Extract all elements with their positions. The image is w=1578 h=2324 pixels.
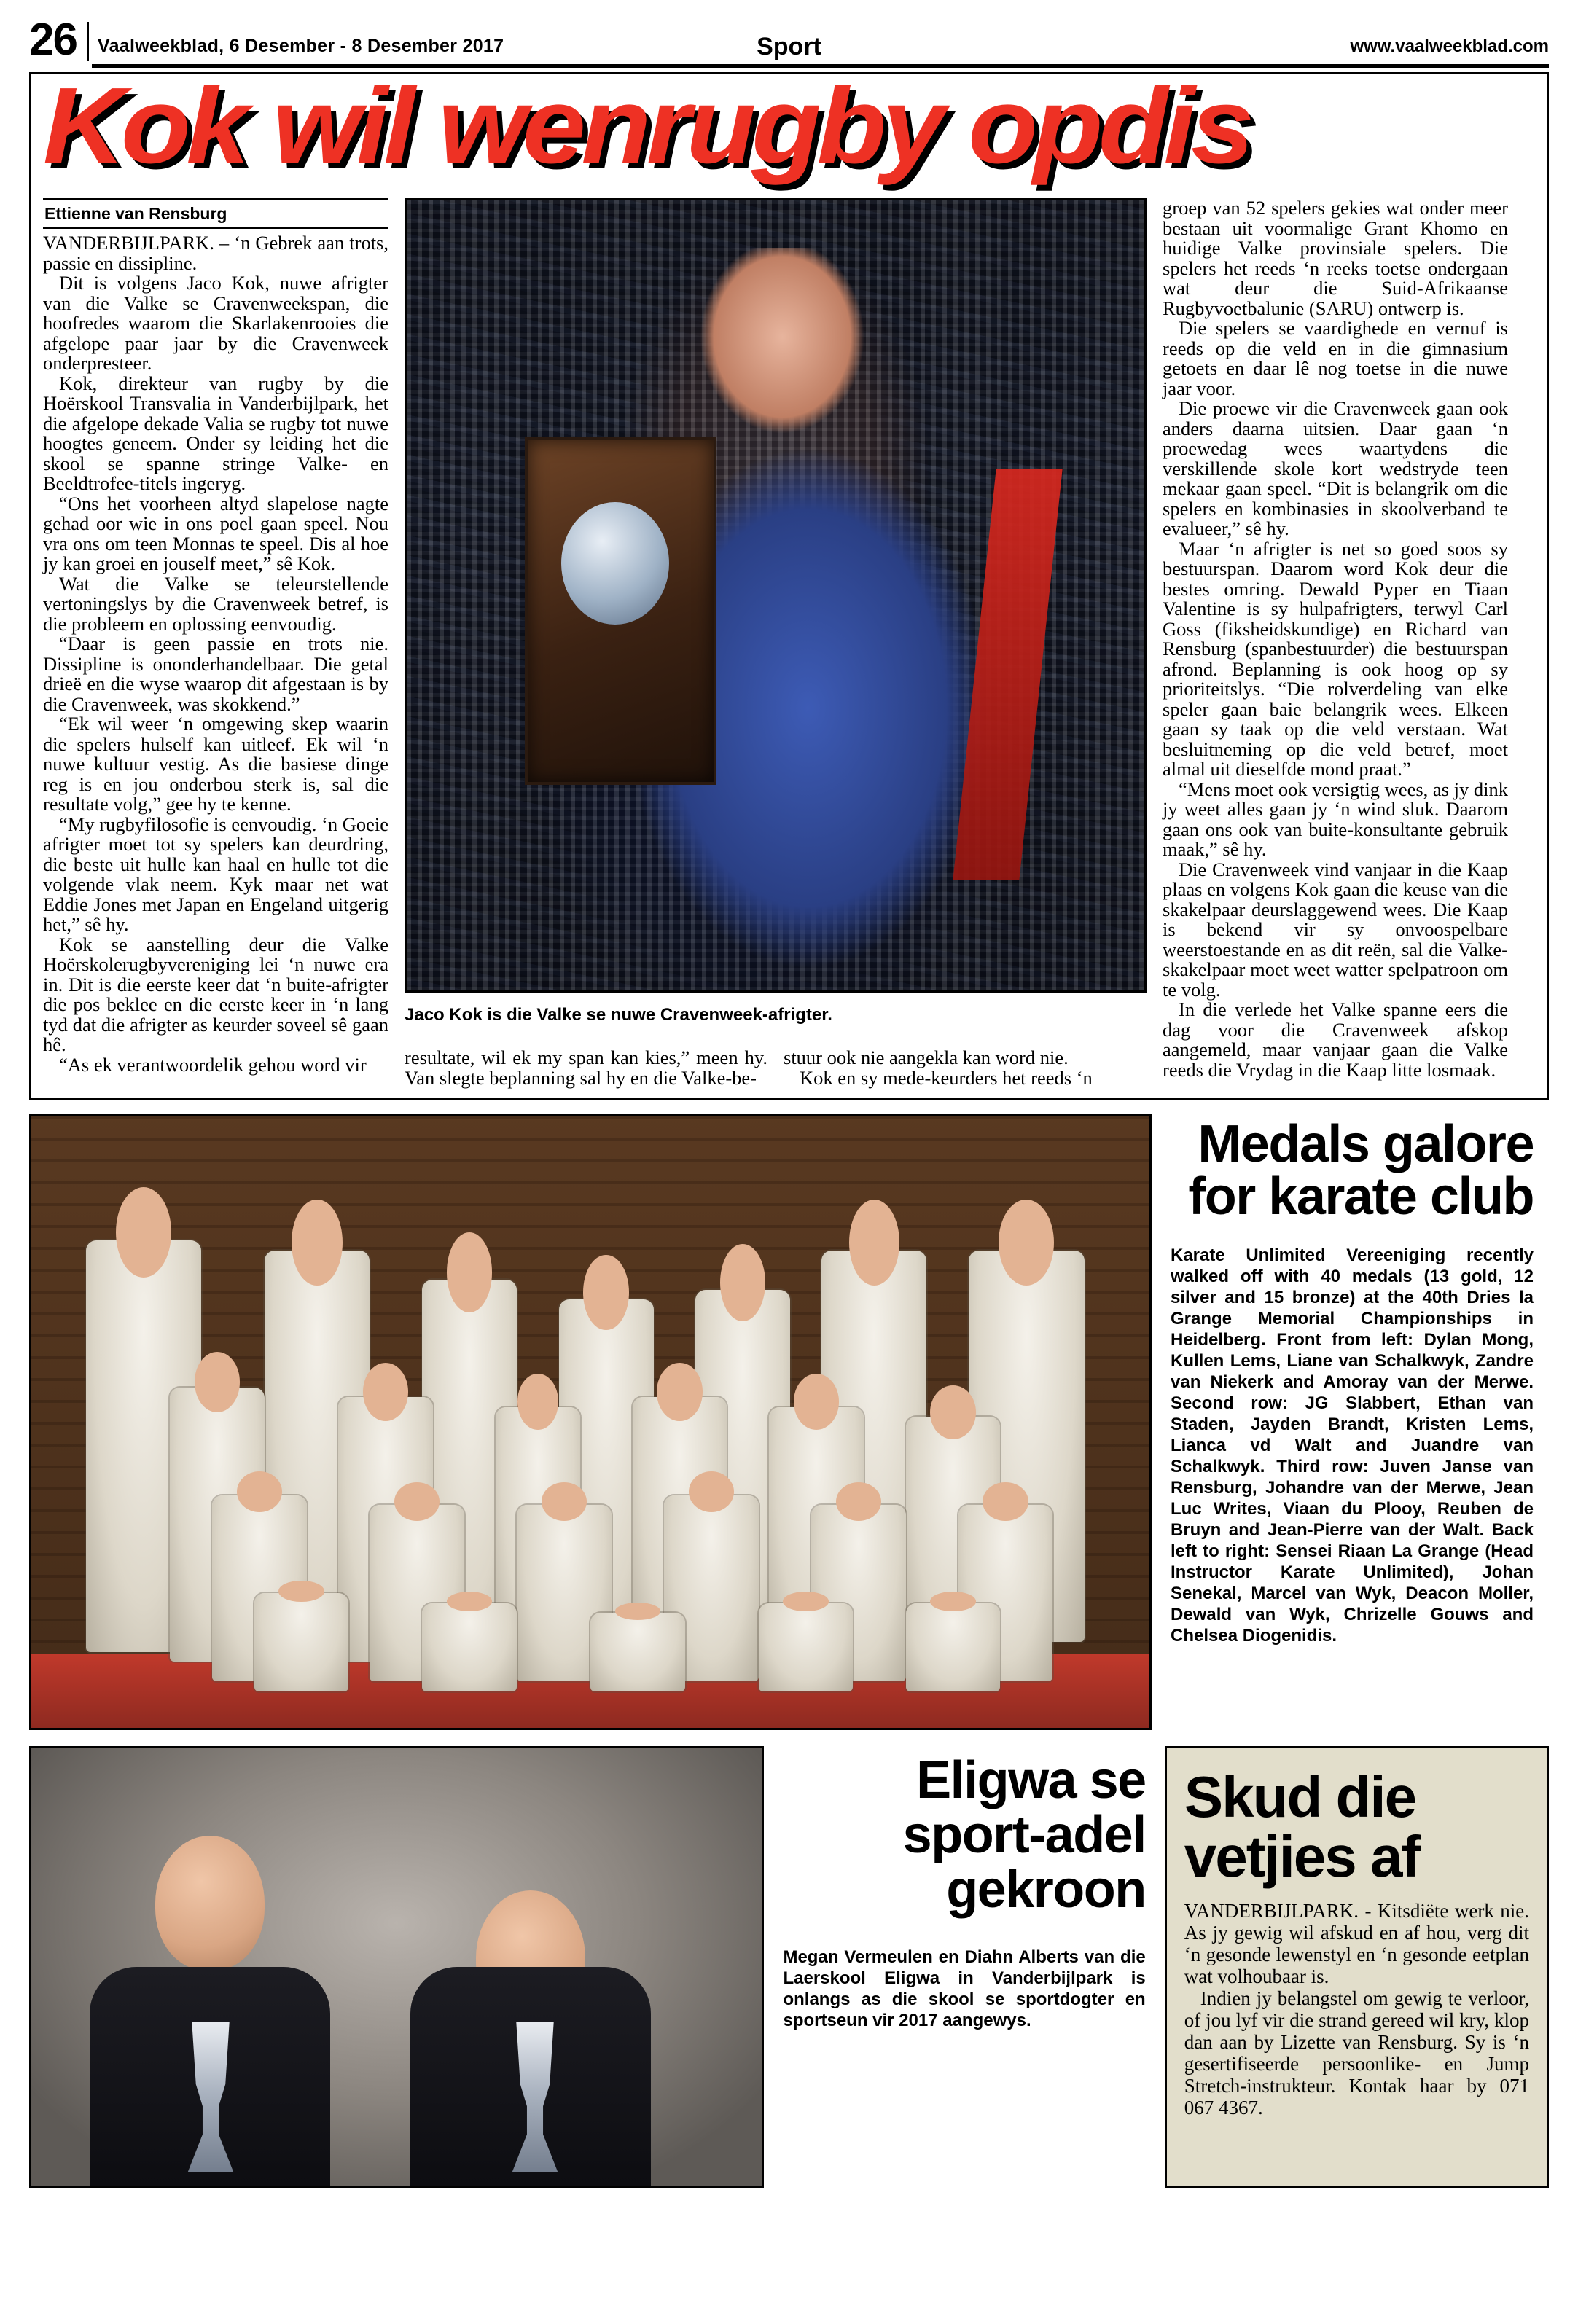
- website-url[interactable]: www.vaalweekblad.com: [1350, 36, 1549, 56]
- eligwa-caption: Megan Vermeulen en Diahn Alberts van die Laerskool Eligwa in Vanderbijlpark is onlangs as die skool se sportdogter en sportseun vir 2017 aangewys.: [783, 1947, 1146, 2030]
- main-headline: Kok wil wenrugby opdis: [43, 85, 1250, 186]
- paragraph: resultate, wil ek my span kan kies,” meen hy. Van slegte beplanning sal hy en die Valke-be-: [405, 1046, 767, 1089]
- karate-text-column: [1171, 1114, 1534, 1730]
- paragraph: “Daar is geen passie en trots nie. Dissipline is ononderhandelbaar. Die getal drieë en die wyse waarop dit afgestaan is by die Cravenweek, was skokkend.”: [43, 633, 388, 715]
- karate-photo-frame: [29, 1114, 1152, 1730]
- girl-head: [155, 1836, 265, 1971]
- paragraph: Die Cravenweek vind vanjaar in die Kaap plaas en volgens Kok gaan die keuse van die skakelpaar deurslaggewend wees. Die Kaap is bekend vir sy onvoospelbare weerstoestande en as dit reën, sal die Valke-skakelpaar moet weet watter spelpatroon om te volg.: [1163, 858, 1508, 1001]
- eligwa-photo-frame: [29, 1746, 764, 2188]
- skud-article: [1165, 1746, 1549, 2188]
- skud-headline: Skud die vetjies af: [1184, 1764, 1420, 1889]
- eligwa-text-column: [783, 1746, 1145, 2188]
- paragraph: Kok se aanstelling deur die Valke Hoërskolerugbyvereniging lei ‘n nuwe era in. Dit is die eerste keer dat ‘n buite-afrigter die pos beklee en die eerste keer in ‘n lang tyd dat die afrigter as keurder soveel sê gaan hê.: [43, 933, 388, 1055]
- paragraph: Maar ‘n afrigter is net so goed soos sy bestuurspan. Daarom word Kok deur die bestes omring. Dewald Pyper en Tiaan Valentine is sy hulpafrigters, terwyl Carl Goss (fiksheidskundige) en Richard van Rensburg (spanbestuurder) die bestuurspan afrond. Beplanning is ook hoog op sy prioriteitslys. “Die rolverdeling van elke speler gaan baie belangrik wees. Elkeen gaan sy taak op die veld verstaan. Wat besluitneming op die veld betref, moet almal uit dieselfde mond praat.”: [1163, 537, 1508, 780]
- paragraph: “Mens moet ook versigtig wees, as jy dink jy weet alles gaan jy ‘n wind sluk. Daarom gaan ons ook van buite-konsultante gebruik maak,” sê hy.: [1163, 778, 1508, 860]
- bottom-row: [29, 1746, 1549, 2188]
- main-headline-wrap: [43, 85, 1535, 194]
- article-column-2-continued: [405, 1048, 767, 1088]
- eligwa-photo: [31, 1748, 762, 2186]
- article-column-1: [43, 198, 388, 1088]
- byline: Ettienne van Rensburg: [44, 204, 227, 223]
- paragraph: “Ek wil weer ‘n omgewing skep waarin die spelers hulself kan uitleef. Ek wil ‘n nuwe kultuur vestig. As die basiese dinge reg is en jou onderbou sterk is, sal die resultate volg,” gee hy te kenne.: [43, 713, 388, 815]
- karate-article: [29, 1114, 1549, 1730]
- paragraph: “My rugbyfilosofie is eenvoudig. ‘n Goeie afrigter moet tot sy spelers kan deurdring, die beste uit hulle kan haal en hulle tot die volgende vlak neem. Kyk maar net wat Eddie Jones met Japan en Engeland uitgerig het,” sê hy.: [43, 813, 388, 935]
- publication-name-and-date: Vaalweekblad, 6 Desember - 8 Desember 2017: [97, 36, 504, 56]
- karate-students-group: [65, 1202, 1116, 1691]
- paragraph: stuur ook nie aangekla kan word nie.: [784, 1046, 1069, 1068]
- paragraph: Dit is volgens Jaco Kok, nuwe afrigter van die Valke se Cravenweekspan, die hoofredes waarom die Skarlakenrooies die afgelope paar jaar by die Cravenweek onderpresteer.: [43, 272, 388, 374]
- main-article: [29, 72, 1549, 1100]
- masthead-rule: [92, 64, 1549, 68]
- paragraph: groep van 52 spelers gekies wat onder meer bestaan uit voormalige Grant Khomo en huidige Valke provinsiale spelers. Die spelers het reeds ‘n reeks toetse ondergaan wat deur die Suid-Afrikaanse Rugbyvoetbalunie (SARU) ontwerp is.: [1163, 197, 1508, 319]
- article-column-4: [1163, 198, 1508, 1088]
- paragraph: “Ons het voorheen altyd slapelose nagte gehad oor wie in ons poel gaan speel. Nou vra ons om teen Monnas te speel. Dis al hoe jy kan groei en jouself meet,” sê Kok.: [43, 492, 388, 574]
- section-title: Sport: [757, 33, 821, 60]
- karate-caption: Karate Unlimited Vereeniging recently walked off with 40 medals (13 gold, 12 silver and 15 bronze) at the 40th Dries la Grange Memorial Championships in Heidelberg. Front from left: Dylan Mong, Kullen Lems, Liane van Schalkwyk, Zandre van Niekerk and Amoray van der Merwe. Second row: JG Slabbert, Ethan van Staden, Jayden Brandt, Kristen Lems, Lianca vd Walt and Juandre van Schalkwyk. Third row: Juven Janse van Rensburg, Johandre van der Merwe, Jean Luc Writes, Viaan du Plooy, Reuben de Bruyn and Jean-Pierre van der Walt. Back left to right: Sensei Riaan La Grange (Head Instructor Karate Unlimited), Johan Senekal, Marcel van Wyk, Deacon Moller, Dewald van Wyk, Chrizelle Gouws and Chelsea Diogenidis.: [1171, 1245, 1534, 1646]
- paragraph: “As ek verantwoordelik gehou word vir: [59, 1053, 367, 1076]
- karate-headline: Medals galore for karate club: [1188, 1115, 1534, 1226]
- continuation-columns: [405, 1048, 1147, 1088]
- byline-box: [43, 198, 388, 229]
- article-column-3-continued: [784, 1048, 1147, 1088]
- jaco-kok-photo: [405, 198, 1147, 993]
- paragraph: Die proewe vir die Cravenweek gaan ook anders daarna uitsien. Daar gaan ‘n proewedag wees waartydens die verskillende skole kort wedstryde teen mekaar gaan speel. “Dit is belangrik om die spelers en kombinasies in skoolverband te evalueer,” sê hy.: [1163, 397, 1508, 539]
- paragraph: In die verlede het Valke spanne eers die dag voor die Cravenweek afskop aangemeld, maar vanjaar gaan die Valke reeds die Vrydag in die Kaap litte losmaak.: [1163, 998, 1508, 1081]
- paragraph: Kok, direkteur van rugby by die Hoërskool Transvalia in Vanderbijlpark, het die afgelope dekade Valia se rugby tot nuwe hoogtes geneem. Onder sy leiding het die skool se spanne stringe Valke- en Beeldtrofee-titels ingeryg.: [43, 372, 388, 494]
- eligwa-headline: Eligwa se sport-adel gekroon: [902, 1751, 1146, 1919]
- paragraph: Indien jy belangstel om gewig te verloor, of jou lyf vir die strand gereed wil kry, klop dan aan by Lizette van Rensburg. Sy is ‘n gesertifiseerde persoonlike- en Jump Stretch-instrukteur. Kontak haar by 071 067 4367.: [1184, 1987, 1529, 2118]
- paragraph: Die spelers se vaardighede en vernuf is reeds op die veld en in die gimnasium getoets en daar lê nog toetse in die nuwe jaar voor.: [1163, 317, 1508, 399]
- main-article-columns: [43, 198, 1535, 1088]
- article-columns-2-3: [405, 198, 1147, 1088]
- trophy-shield: [525, 437, 716, 785]
- paragraph: Wat die Valke se teleurstellende vertoningslys by die Cravenweek betref, is die probleem en oplossing eenvoudig.: [43, 572, 388, 635]
- paragraph: VANDERBIJLPARK. - Kitsdiëte werk nie. As jy gewig wil afskud en af hou, verg dit ‘n gesonde lewenstyl en ‘n gesonde eetplan wat volhoubaar is.: [1184, 1900, 1529, 1987]
- masthead: [29, 0, 1549, 64]
- paragraph: Kok en sy mede-keurders het reeds ‘n: [800, 1066, 1093, 1089]
- photo-caption: Jaco Kok is die Valke se nuwe Cravenweek-afrigter.: [405, 1005, 832, 1025]
- paragraph: VANDERBIJLPARK. – ‘n Gebrek aan trots, passie en dissipline.: [43, 232, 388, 274]
- karate-group-photo: [31, 1116, 1149, 1728]
- page-folio-number: 26: [29, 15, 77, 65]
